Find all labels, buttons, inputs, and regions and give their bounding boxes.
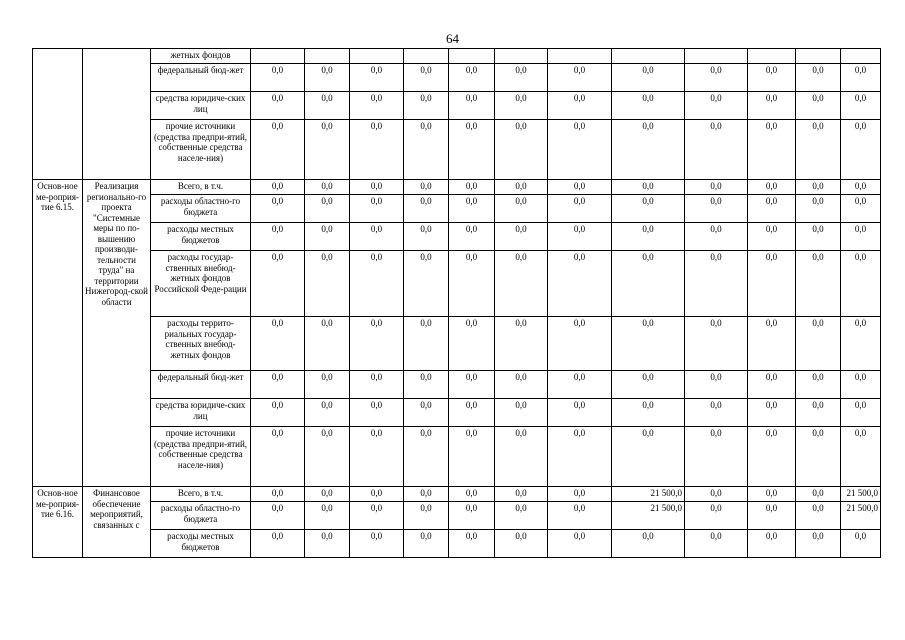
value-cell [305,49,350,64]
value-cell: 0,0 [612,120,685,180]
value-cell: 0,0 [612,195,685,223]
value-cell: 0,0 [350,223,404,251]
value-cell: 0,0 [449,487,495,502]
value-cell: 0,0 [449,223,495,251]
value-cell: 0,0 [612,371,685,399]
value-cell: 0,0 [748,487,796,502]
value-cell: 0,0 [841,530,881,558]
value-cell: 0,0 [796,195,841,223]
value-cell [748,49,796,64]
value-cell: 0,0 [495,317,548,371]
value-cell: 0,0 [685,371,748,399]
value-cell: 0,0 [305,64,350,92]
value-cell: 0,0 [796,530,841,558]
table-row [33,251,881,317]
value-cell [685,49,748,64]
value-cell [841,49,881,64]
value-cell: 0,0 [796,223,841,251]
value-cell: 0,0 [748,530,796,558]
value-cell: 0,0 [495,195,548,223]
value-cell [404,49,449,64]
value-cell: 0,0 [685,180,748,195]
value-cell: 0,0 [548,223,612,251]
event-id-cell: Основ-ное ме-роприя-тие 6.16. [33,487,83,558]
value-cell: 0,0 [251,251,305,317]
value-cell: 0,0 [251,223,305,251]
value-cell: 0,0 [449,371,495,399]
value-cell: 0,0 [495,487,548,502]
table-row [33,64,881,92]
value-cell: 0,0 [548,120,612,180]
value-cell [495,49,548,64]
value-cell: 0,0 [404,180,449,195]
table-row [33,180,881,195]
event-id-cell: Основ-ное ме-роприя-тие 6.15. [33,180,83,487]
value-cell: 0,0 [685,251,748,317]
value-cell: 0,0 [404,92,449,120]
value-cell: 0,0 [796,371,841,399]
value-cell: 0,0 [404,64,449,92]
value-cell: 0,0 [685,530,748,558]
value-cell: 0,0 [548,371,612,399]
value-cell: 0,0 [548,399,612,427]
value-cell: 0,0 [251,427,305,487]
funding-source-cell: расходы местных бюджетов [151,223,251,251]
value-cell: 0,0 [251,502,305,530]
value-cell: 0,0 [251,317,305,371]
value-cell: 0,0 [841,64,881,92]
value-cell: 0,0 [495,502,548,530]
value-cell: 0,0 [449,530,495,558]
value-cell: 0,0 [748,371,796,399]
value-cell: 0,0 [612,530,685,558]
value-cell: 0,0 [796,487,841,502]
value-cell: 0,0 [350,317,404,371]
value-cell: 0,0 [612,223,685,251]
budget-table [32,48,881,558]
value-cell: 0,0 [685,92,748,120]
value-cell: 0,0 [685,317,748,371]
value-cell: 0,0 [305,195,350,223]
value-cell [612,49,685,64]
value-cell [548,49,612,64]
value-cell [350,49,404,64]
value-cell: 0,0 [548,195,612,223]
value-cell: 0,0 [548,487,612,502]
value-cell: 0,0 [404,223,449,251]
value-cell: 0,0 [796,399,841,427]
table-row [33,530,881,558]
value-cell: 0,0 [748,502,796,530]
value-cell: 0,0 [251,195,305,223]
value-cell: 0,0 [449,502,495,530]
value-cell [449,49,495,64]
value-cell: 0,0 [685,427,748,487]
value-cell: 0,0 [449,399,495,427]
table-row [33,502,881,530]
value-cell [796,49,841,64]
value-cell: 0,0 [350,120,404,180]
value-cell: 0,0 [305,487,350,502]
table-row [33,49,881,64]
table-row [33,223,881,251]
value-cell: 0,0 [404,487,449,502]
value-cell: 0,0 [841,317,881,371]
value-cell: 0,0 [449,251,495,317]
value-cell: 0,0 [548,427,612,487]
value-cell: 0,0 [449,427,495,487]
value-cell: 0,0 [251,180,305,195]
funding-source-cell: прочие источники (средства предпри-ятий, собственные средства населе-ния) [151,120,251,180]
value-cell: 0,0 [350,251,404,317]
value-cell: 0,0 [251,487,305,502]
value-cell: 21 500,0 [841,487,881,502]
value-cell: 0,0 [612,92,685,120]
value-cell: 0,0 [685,195,748,223]
funding-source-cell: средства юридиче-ских лиц [151,399,251,427]
value-cell: 0,0 [305,427,350,487]
event-name-cell: Реализация регионально-го проекта "Системные меры по по-вышению производи-тельности труда" на территории Нижегород-ской области [83,180,151,487]
value-cell: 0,0 [350,530,404,558]
value-cell: 0,0 [251,92,305,120]
value-cell: 0,0 [404,399,449,427]
event-name-cell: Финансовое обеспечение мероприятий, связанных с [83,487,151,558]
page-number: 64 [446,31,459,46]
value-cell: 0,0 [548,317,612,371]
value-cell: 0,0 [350,502,404,530]
value-cell: 0,0 [685,223,748,251]
table-row [33,427,881,487]
value-cell: 0,0 [748,64,796,92]
value-cell: 0,0 [404,502,449,530]
table-row [33,120,881,180]
value-cell: 0,0 [495,64,548,92]
value-cell: 0,0 [350,399,404,427]
value-cell: 0,0 [350,195,404,223]
value-cell: 0,0 [350,487,404,502]
value-cell: 0,0 [748,180,796,195]
funding-source-cell: расходы террито-риальных государ-ственных внебюд-жетных фондов [151,317,251,371]
value-cell: 0,0 [612,427,685,487]
value-cell: 0,0 [251,64,305,92]
value-cell: 0,0 [495,427,548,487]
funding-source-cell: федеральный бюд-жет [151,64,251,92]
value-cell: 0,0 [350,64,404,92]
event-name-cell [83,49,151,180]
value-cell: 0,0 [841,399,881,427]
value-cell [251,49,305,64]
funding-source-cell: расходы государ-ственных внебюд-жетных фондов Российской Феде-рации [151,251,251,317]
value-cell: 0,0 [495,120,548,180]
value-cell: 0,0 [612,64,685,92]
value-cell: 0,0 [748,251,796,317]
value-cell: 0,0 [685,487,748,502]
funding-source-cell: Всего, в т.ч. [151,180,251,195]
value-cell: 0,0 [548,502,612,530]
value-cell: 0,0 [305,317,350,371]
value-cell: 0,0 [404,530,449,558]
value-cell: 0,0 [404,195,449,223]
value-cell: 0,0 [548,64,612,92]
value-cell: 0,0 [305,530,350,558]
value-cell: 0,0 [350,180,404,195]
value-cell: 0,0 [748,399,796,427]
funding-source-cell: Всего, в т.ч. [151,487,251,502]
funding-source-cell: расходы местных бюджетов [151,530,251,558]
value-cell: 0,0 [685,120,748,180]
value-cell: 0,0 [796,317,841,371]
value-cell: 0,0 [748,317,796,371]
value-cell: 0,0 [495,371,548,399]
value-cell: 0,0 [796,180,841,195]
value-cell: 0,0 [796,427,841,487]
value-cell: 0,0 [305,223,350,251]
value-cell: 0,0 [449,120,495,180]
value-cell: 0,0 [449,180,495,195]
value-cell: 21 500,0 [612,502,685,530]
value-cell: 0,0 [841,120,881,180]
value-cell: 0,0 [251,530,305,558]
value-cell: 0,0 [548,251,612,317]
value-cell: 0,0 [350,371,404,399]
funding-source-cell: федеральный бюд-жет [151,371,251,399]
table-row [33,195,881,223]
value-cell: 0,0 [748,195,796,223]
value-cell: 0,0 [404,251,449,317]
value-cell: 0,0 [404,427,449,487]
table-row [33,92,881,120]
value-cell: 0,0 [251,120,305,180]
value-cell: 0,0 [841,427,881,487]
value-cell: 21 500,0 [612,487,685,502]
value-cell: 0,0 [495,530,548,558]
value-cell: 0,0 [841,251,881,317]
value-cell: 0,0 [841,92,881,120]
value-cell: 0,0 [404,371,449,399]
value-cell: 0,0 [305,92,350,120]
value-cell: 0,0 [796,92,841,120]
value-cell: 0,0 [548,530,612,558]
funding-source-cell: средства юридиче-ских лиц [151,92,251,120]
funding-source-cell: расходы областно-го бюджета [151,502,251,530]
value-cell: 0,0 [251,371,305,399]
value-cell: 0,0 [449,317,495,371]
value-cell: 0,0 [449,64,495,92]
value-cell: 0,0 [796,502,841,530]
value-cell: 0,0 [495,251,548,317]
value-cell: 0,0 [495,399,548,427]
value-cell: 0,0 [251,399,305,427]
event-id-cell [33,49,83,180]
value-cell: 0,0 [685,399,748,427]
value-cell: 0,0 [449,92,495,120]
value-cell: 0,0 [305,371,350,399]
value-cell: 0,0 [449,195,495,223]
value-cell: 21 500,0 [841,502,881,530]
value-cell: 0,0 [748,427,796,487]
value-cell: 0,0 [305,399,350,427]
value-cell: 0,0 [350,427,404,487]
value-cell: 0,0 [748,92,796,120]
value-cell: 0,0 [612,317,685,371]
value-cell: 0,0 [305,180,350,195]
table-row [33,487,881,502]
value-cell: 0,0 [495,223,548,251]
table-row [33,371,881,399]
value-cell: 0,0 [305,251,350,317]
value-cell: 0,0 [612,251,685,317]
funding-source-cell: жетных фондов [151,49,251,64]
value-cell: 0,0 [305,120,350,180]
value-cell: 0,0 [685,64,748,92]
value-cell: 0,0 [548,180,612,195]
value-cell: 0,0 [841,371,881,399]
value-cell: 0,0 [796,120,841,180]
value-cell: 0,0 [796,251,841,317]
funding-source-cell: расходы областно-го бюджета [151,195,251,223]
table-row [33,317,881,371]
value-cell: 0,0 [841,195,881,223]
value-cell: 0,0 [841,180,881,195]
value-cell: 0,0 [685,502,748,530]
value-cell: 0,0 [350,92,404,120]
value-cell: 0,0 [495,180,548,195]
funding-source-cell: прочие источники (средства предпри-ятий, собственные средства населе-ния) [151,427,251,487]
value-cell: 0,0 [548,92,612,120]
value-cell: 0,0 [612,180,685,195]
value-cell: 0,0 [305,502,350,530]
value-cell: 0,0 [404,317,449,371]
value-cell: 0,0 [748,120,796,180]
value-cell: 0,0 [404,120,449,180]
value-cell: 0,0 [796,64,841,92]
budget-table-body [33,49,881,558]
value-cell: 0,0 [841,223,881,251]
value-cell: 0,0 [495,92,548,120]
table-row [33,399,881,427]
value-cell: 0,0 [748,223,796,251]
value-cell: 0,0 [612,399,685,427]
